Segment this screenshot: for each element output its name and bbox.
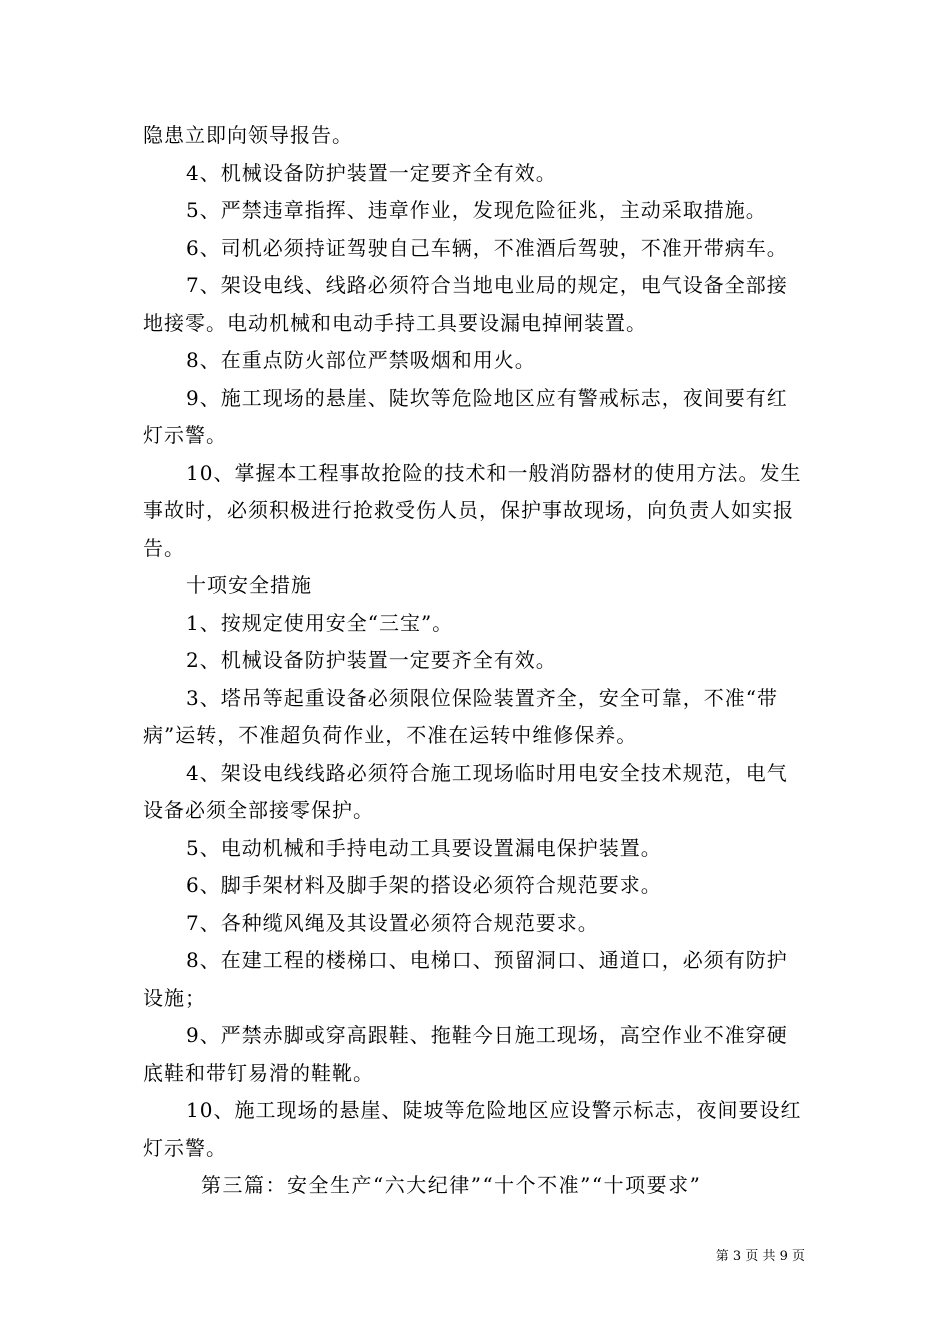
paragraph-item: 9、严禁赤脚或穿高跟鞋、拖鞋今日施工现场，高空作业不准穿硬底鞋和带钉易滑的鞋靴。 bbox=[143, 1023, 788, 1085]
paragraph-item: 6、司机必须持证驾驶自己车辆，不准酒后驾驶，不准开带病车。 bbox=[186, 235, 788, 260]
section-heading: 十项安全措施 bbox=[186, 573, 312, 597]
paragraph-item: 5、严禁违章指挥、违章作业，发现危险征兆，主动采取措施。 bbox=[186, 198, 767, 222]
paragraph-item: 4、机械设备防护装置一定要齐全有效。 bbox=[186, 160, 557, 185]
paragraph-item: 6、脚手架材料及脚手架的搭设必须符合规范要求。 bbox=[186, 873, 662, 897]
paragraph-item: 8、在建工程的楼梯口、电梯口、预留洞口、通道口，必须有防护设施； bbox=[143, 948, 788, 1010]
document-body bbox=[143, 117, 808, 1205]
chapter-heading: 第三篇：安全生产“六大纪律”“十个不准”“十项要求” bbox=[201, 1173, 702, 1197]
paragraph-continuation: 隐患立即向领导报告。 bbox=[143, 123, 353, 147]
paragraph-item: 1、按规定使用安全“三宝”。 bbox=[186, 610, 454, 635]
paragraph-item: 10、施工现场的悬崖、陡坡等危险地区应设警示标志，夜间要设红灯示警。 bbox=[143, 1098, 802, 1160]
paragraph-item: 10、掌握本工程事故抢险的技术和一般消防器材的使用方法。发生事故时，必须积极进行抢救受伤人员，保护事故现场，向负责人如实报告。 bbox=[143, 460, 802, 560]
paragraph-item: 7、架设电线、线路必须符合当地电业局的规定，电气设备全部接地接零。电动机械和电动手持工具要设漏电掉闸装置。 bbox=[143, 273, 788, 335]
paragraph-item: 5、电动机械和手持电动工具要设置漏电保护装置。 bbox=[186, 835, 662, 860]
paragraph-item: 9、施工现场的悬崖、陡坎等危险地区应有警戒标志，夜间要有红灯示警。 bbox=[143, 385, 788, 447]
paragraph-item: 4、架设电线线路必须符合施工现场临时用电安全技术规范，电气设备必须全部接零保护。 bbox=[143, 760, 788, 822]
paragraph-item: 2、机械设备防护装置一定要齐全有效。 bbox=[186, 648, 557, 672]
paragraph-item: 3、塔吊等起重设备必须限位保险装置齐全，安全可靠，不准“带病”运转，不准超负荷作业，不准在运转中维修保养。 bbox=[143, 685, 778, 747]
page-number-footer: 第 3 页 共 9 页 bbox=[715, 1249, 805, 1264]
paragraph-item: 8、在重点防火部位严禁吸烟和用火。 bbox=[186, 348, 536, 372]
paragraph-item: 7、各种缆风绳及其设置必须符合规范要求。 bbox=[186, 910, 599, 935]
